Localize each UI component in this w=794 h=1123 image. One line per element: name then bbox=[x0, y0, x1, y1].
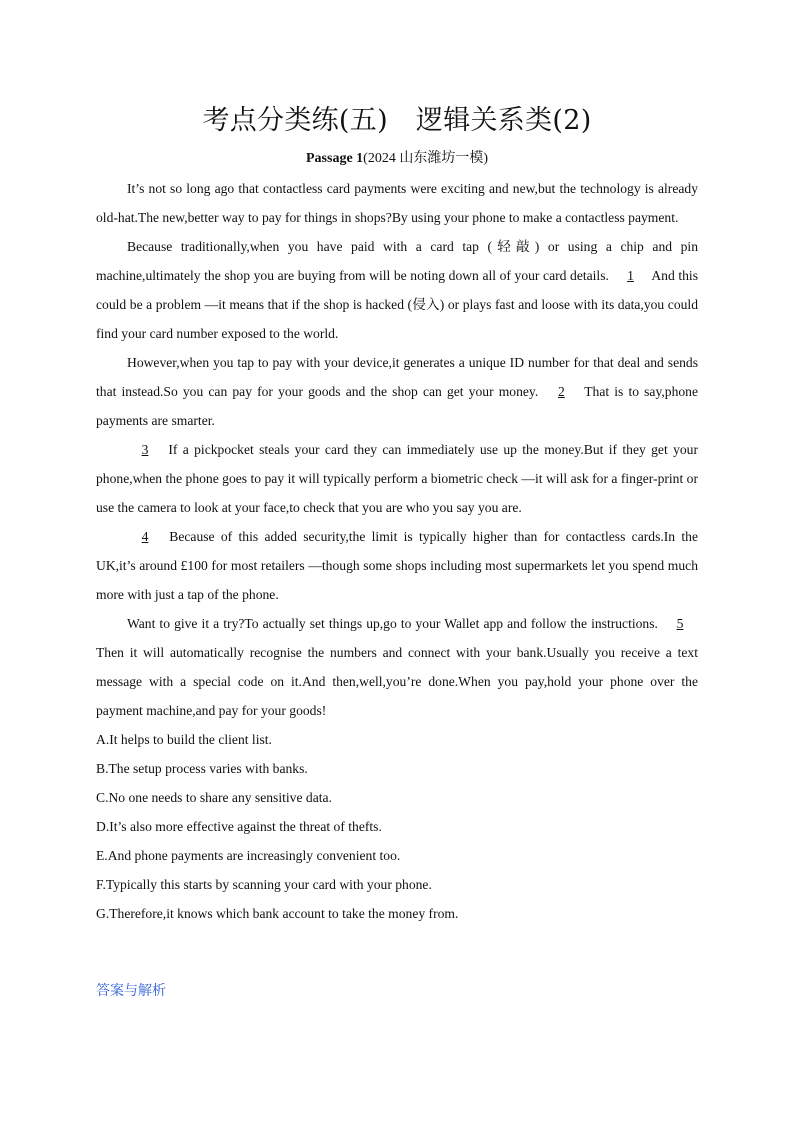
paragraph-3-text-a: However,when you tap to pay with your device,it generates a unique ID number for that deal and sends that instead.So you can pay for your goods and the shop can get your money. bbox=[96, 355, 698, 399]
options-list bbox=[96, 725, 698, 928]
option-g: G.Therefore,it knows which bank account to take the money from. bbox=[96, 906, 459, 921]
paragraph-6 bbox=[96, 609, 698, 725]
answer-and-analysis-link[interactable]: 答案与解析 bbox=[96, 983, 166, 999]
paragraph-6-text-b: Then it will automatically recognise the numbers and connect with your bank.Usually you receive a text message with a special code on it.And then,well,you’re done.When you pay,hold your phone over the payment machine,and pay for your goods! bbox=[96, 645, 698, 718]
option-a: A.It helps to build the client list. bbox=[96, 732, 272, 747]
paragraph-2-text-a: Because traditionally,when you have paid with a card tap (轻敲) or using a chip and pin machine,ultimately the shop you are buying from will be noting down all of your card details. bbox=[96, 239, 698, 283]
paragraph-4-text: If a pickpocket steals your card they can immediately use up the money.But if they get your phone,when the phone goes to pay it will typically perform a biometric check —it will ask for a finger-print or use the camera to look at your face,to check that you are who you say you are. bbox=[96, 442, 698, 515]
paragraph-6-text-a: Want to give it a try?To actually set things up,go to your Wallet app and follow the instructions. bbox=[127, 616, 658, 631]
passage-heading bbox=[0, 149, 794, 169]
paragraph-2-text-b: And this could be a problem —it means that if the shop is hacked (侵入) or plays fast and loose with its data,you could find your card number exposed to the world. bbox=[96, 268, 698, 341]
option-e: E.And phone payments are increasingly convenient too. bbox=[96, 848, 401, 863]
paragraph-4 bbox=[96, 435, 698, 522]
page-title bbox=[0, 102, 794, 140]
passage-body bbox=[96, 174, 698, 928]
option-c: C.No one needs to share any sensitive data. bbox=[96, 790, 332, 805]
blank-4[interactable]: 4 bbox=[141, 529, 149, 544]
blank-3[interactable]: 3 bbox=[141, 442, 149, 457]
option-b: B.The setup process varies with banks. bbox=[96, 761, 308, 776]
passage-source: (2024 山东潍坊一模) bbox=[363, 151, 488, 166]
paragraph-5-text: Because of this added security,the limit is typically higher than for contactless cards.In the UK,it’s around £100 for most retailers —though some shops including most supermarkets let you spend much more with just a tap of the phone. bbox=[96, 529, 698, 602]
passage-label: Passage 1 bbox=[306, 151, 364, 166]
paragraph-3 bbox=[96, 348, 698, 435]
blank-5[interactable]: 5 bbox=[676, 616, 684, 631]
option-f: F.Typically this starts by scanning your card with your phone. bbox=[96, 877, 432, 892]
paragraph-5 bbox=[96, 522, 698, 609]
title-sub: 逻辑关系类(2) bbox=[415, 105, 592, 136]
paragraph-3-text-b: That is to say,phone payments are smarter. bbox=[96, 384, 698, 428]
option-d: D.It’s also more effective against the threat of thefts. bbox=[96, 819, 382, 834]
title-main: 考点分类练(五) bbox=[202, 105, 388, 136]
paragraph-2 bbox=[96, 232, 698, 348]
blank-1[interactable]: 1 bbox=[627, 268, 634, 283]
blank-2[interactable]: 2 bbox=[557, 384, 565, 399]
paragraph-1: It’s not so long ago that contactless card payments were exciting and new,but the technology is already old-hat.The new,better way to pay for things in shops?By using your phone to make a contactless payment. bbox=[96, 181, 698, 225]
